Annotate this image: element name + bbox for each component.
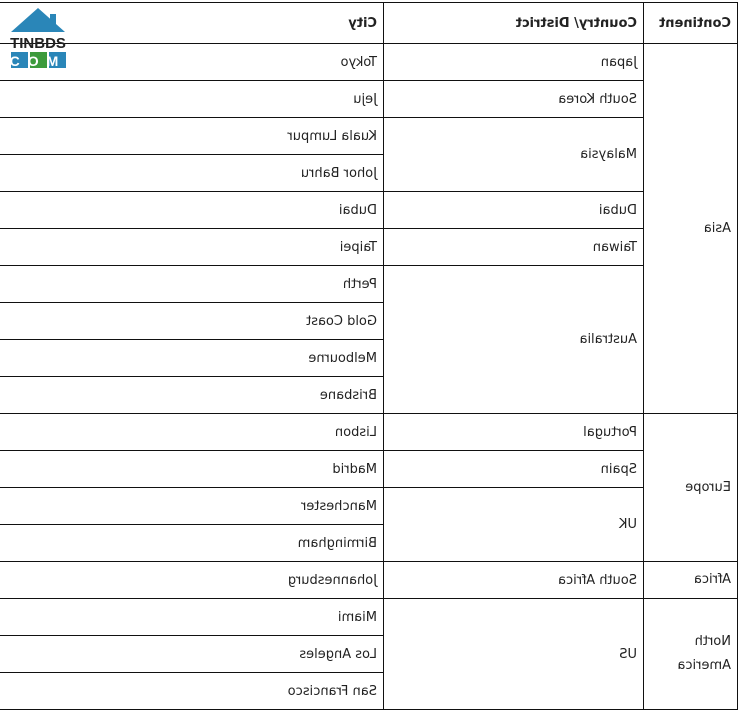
city-cell: Tokyo: [0, 44, 384, 81]
table-row: [0, 451, 738, 488]
city-cell: Manchester: [0, 488, 384, 525]
logo-text-bottom: COM: [9, 53, 67, 69]
city-cell: Kuala Lumpur: [0, 118, 384, 155]
header-country: Country/ District: [384, 3, 644, 44]
country-cell: UK: [384, 488, 644, 562]
city-cell: Johor Bahru: [0, 155, 384, 192]
city-cell: Birmingham: [0, 525, 384, 562]
city-cell: Taipei: [0, 229, 384, 266]
continent-cell: Europe: [644, 414, 738, 562]
country-cell: South Africa: [384, 562, 644, 599]
country-cell: South Korea: [384, 81, 644, 118]
header-city: City: [0, 3, 384, 44]
table-row: [0, 192, 738, 229]
table-row: [0, 562, 738, 599]
country-cell: Portugal: [384, 414, 644, 451]
city-cell: Perth: [0, 266, 384, 303]
country-cell: Japan: [384, 44, 644, 81]
city-cell: Miami: [0, 599, 384, 636]
table-row: [0, 44, 738, 81]
tinbds-logo: [5, 6, 71, 70]
country-cell: Taiwan: [384, 229, 644, 266]
city-cell: Los Angeles: [0, 636, 384, 673]
city-cell: Johannesburg: [0, 562, 384, 599]
continent-cell: Africa: [644, 562, 738, 599]
table-row: [0, 414, 738, 451]
city-cell: Melbourne: [0, 340, 384, 377]
table-row: [0, 81, 738, 118]
table-row: [0, 229, 738, 266]
destination-table: [0, 2, 738, 710]
house-roof-icon: [11, 8, 65, 32]
city-cell: Brisbane: [0, 377, 384, 414]
table-row: [0, 599, 738, 636]
continent-cell: Asia: [644, 44, 738, 414]
table-row: [0, 266, 738, 303]
logo-text-top: TINBDS: [10, 35, 66, 52]
city-cell: San Francisco: [0, 673, 384, 710]
city-cell: Gold Coast: [0, 303, 384, 340]
continent-cell: North America: [644, 599, 738, 710]
table-row: [0, 118, 738, 155]
country-cell: Australia: [384, 266, 644, 414]
country-cell: US: [384, 599, 644, 710]
city-cell: Lisbon: [0, 414, 384, 451]
country-cell: Dubai: [384, 192, 644, 229]
city-cell: Jeju: [0, 81, 384, 118]
city-cell: Dubai: [0, 192, 384, 229]
country-cell: Malaysia: [384, 118, 644, 192]
city-cell: Madrid: [0, 451, 384, 488]
table-row: [0, 488, 738, 525]
country-cell: Spain: [384, 451, 644, 488]
table-header-row: [0, 3, 738, 44]
header-continent: Continent: [644, 3, 738, 44]
house-chimney-icon: [50, 14, 56, 24]
